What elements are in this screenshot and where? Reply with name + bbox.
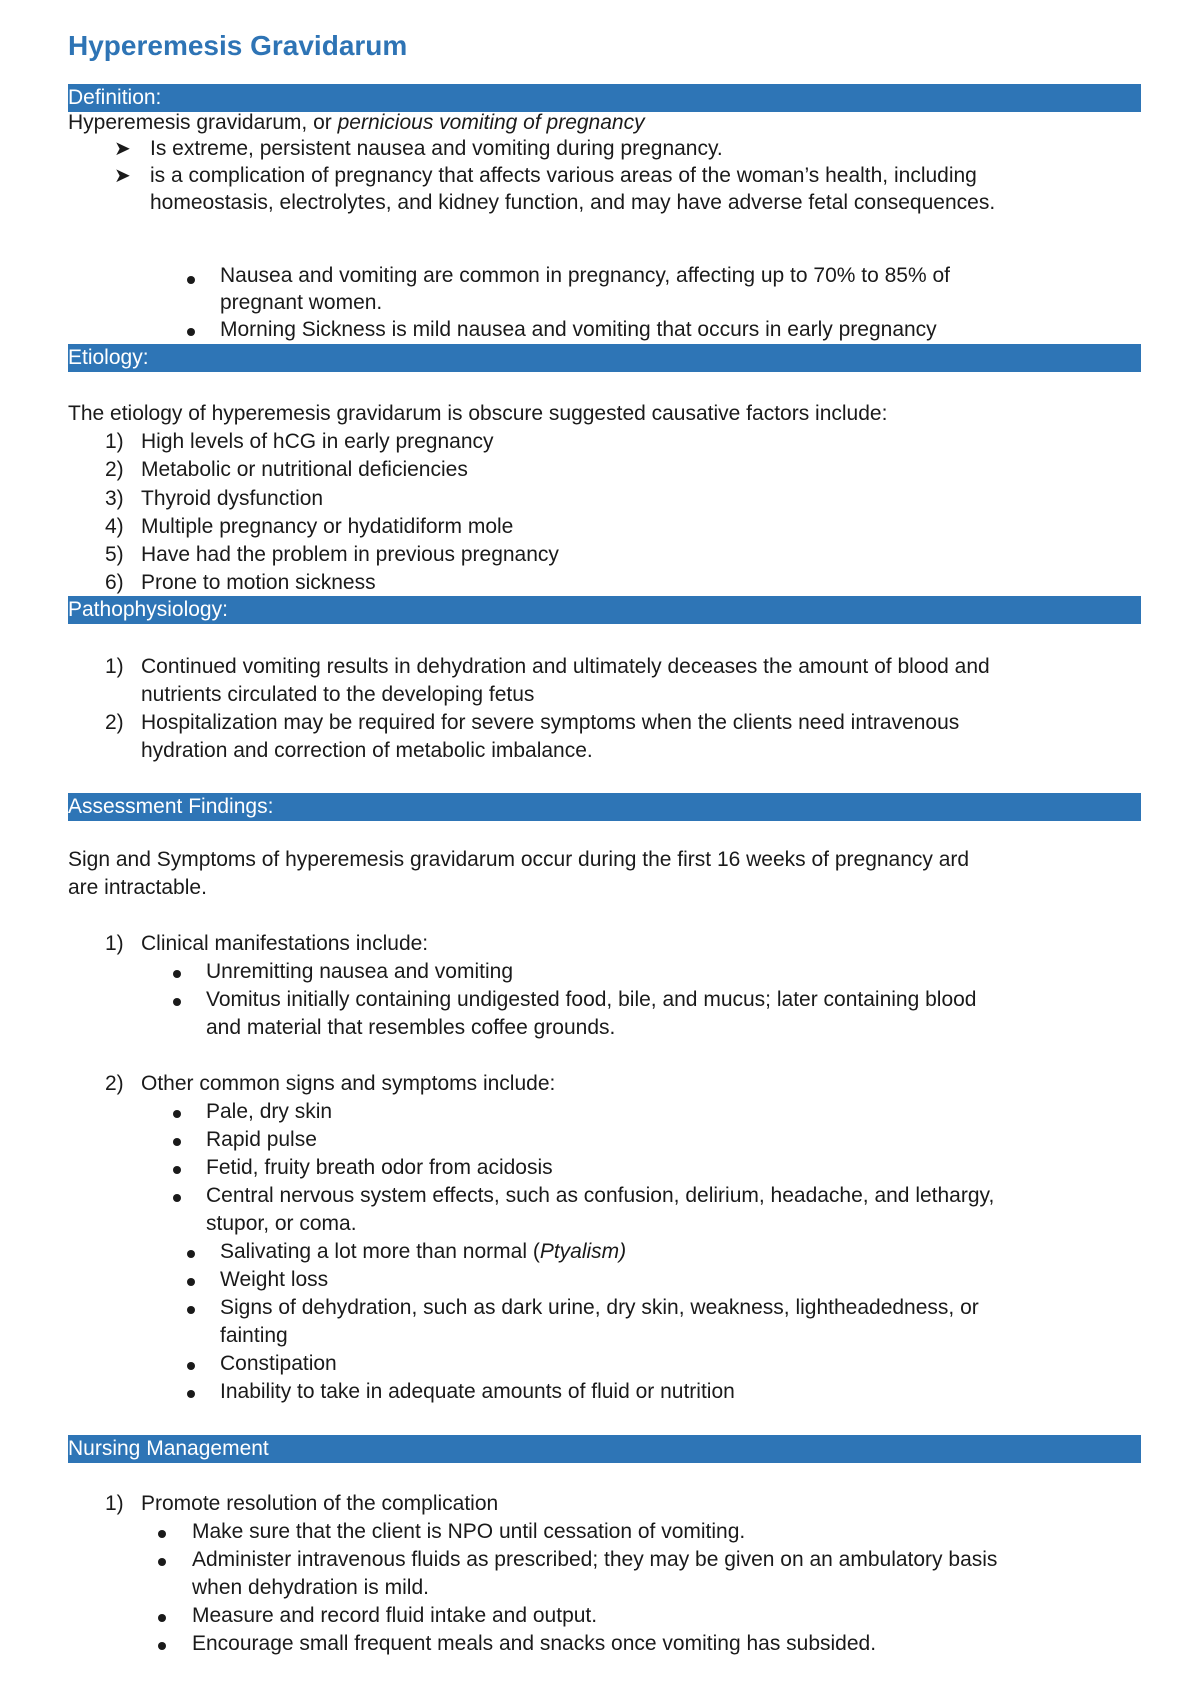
assessment-bullet: Fetid, fruity breath odor from acidosis bbox=[206, 1156, 553, 1179]
section-heading-etiology: Etiology: bbox=[68, 344, 1141, 372]
definition-bullet: Nausea and vomiting are common in pregnancy, affecting up to 70% to 85% of bbox=[220, 264, 950, 287]
bullet-icon bbox=[158, 1558, 166, 1566]
etiology-item: Multiple pregnancy or hydatidiform mole bbox=[141, 515, 514, 538]
etiology-intro: The etiology of hyperemesis gravidarum is obscure suggested causative factors include: bbox=[68, 402, 888, 425]
bullet-icon bbox=[158, 1530, 166, 1538]
bullet-icon bbox=[187, 1390, 195, 1398]
nursing-bullet: Measure and record fluid intake and output. bbox=[192, 1604, 598, 1627]
definition-arrow-item: Is extreme, persistent nausea and vomiting during pregnancy. bbox=[150, 137, 723, 160]
assessment-sub-bullet: Signs of dehydration, such as dark urine, dry skin, weakness, lightheadedness, or bbox=[220, 1296, 979, 1319]
assessment-sub-bullet: Inability to take in adequate amounts of fluid or nutrition bbox=[220, 1380, 735, 1403]
assessment-bullet: Rapid pulse bbox=[206, 1128, 317, 1151]
etiology-item: Have had the problem in previous pregnancy bbox=[141, 543, 559, 566]
arrow-bullet-icon: ➤ bbox=[114, 138, 131, 160]
etiology-item-number: 1) bbox=[105, 430, 124, 453]
section-heading-pathophysiology: Pathophysiology: bbox=[68, 596, 1141, 624]
patho-item-number: 1) bbox=[105, 655, 124, 678]
nursing-bullet: Make sure that the client is NPO until cessation of vomiting. bbox=[192, 1520, 746, 1543]
bullet-icon bbox=[158, 1642, 166, 1650]
bullet-icon bbox=[173, 1166, 181, 1174]
patho-item-cont: nutrients circulated to the developing fetus bbox=[141, 683, 535, 706]
bullet-icon bbox=[173, 1194, 181, 1202]
bullet-icon bbox=[173, 1110, 181, 1118]
assessment-group-label: Clinical manifestations include: bbox=[141, 932, 429, 955]
bullet-icon bbox=[187, 1250, 195, 1258]
etiology-item-number: 6) bbox=[105, 571, 124, 594]
definition-arrow-item-cont: homeostasis, electrolytes, and kidney function, and may have adverse fetal consequences. bbox=[150, 191, 996, 214]
etiology-item: Metabolic or nutritional deficiencies bbox=[141, 458, 468, 481]
definition-bullet-cont: pregnant women. bbox=[220, 291, 383, 314]
etiology-item-number: 4) bbox=[105, 515, 124, 538]
bullet-icon bbox=[187, 1362, 195, 1370]
definition-intro bbox=[68, 109, 645, 137]
assessment-group-label: Other common signs and symptoms include: bbox=[141, 1072, 556, 1095]
bullet-icon bbox=[173, 998, 181, 1006]
assessment-intro: Sign and Symptoms of hyperemesis gravidarum occur during the first 16 weeks of pregnancy ard bbox=[68, 848, 970, 871]
assessment-sub-bullet: Constipation bbox=[220, 1352, 337, 1375]
patho-item-number: 2) bbox=[105, 711, 124, 734]
assessment-sub-bullet-ptyalism bbox=[220, 1238, 626, 1266]
bullet-icon bbox=[187, 276, 195, 284]
etiology-item-number: 5) bbox=[105, 543, 124, 566]
assessment-sub-bullet-cont: fainting bbox=[220, 1324, 288, 1347]
assessment-bullet: Pale, dry skin bbox=[206, 1100, 333, 1123]
etiology-item: High levels of hCG in early pregnancy bbox=[141, 430, 494, 453]
nursing-bullet: Administer intravenous fluids as prescribed; they may be given on an ambulatory basis bbox=[192, 1548, 998, 1571]
assessment-bullet: Vomitus initially containing undigested food, bile, and mucus; later containing blood bbox=[206, 988, 977, 1011]
patho-item: Continued vomiting results in dehydration and ultimately deceases the amount of blood and bbox=[141, 655, 990, 678]
assessment-bullet-cont: stupor, or coma. bbox=[206, 1212, 357, 1235]
ptyalism-plain: Salivating a lot more than normal ( bbox=[220, 1240, 540, 1263]
document-title: Hyperemesis Gravidarum bbox=[68, 30, 408, 61]
assessment-group-number: 2) bbox=[105, 1072, 124, 1095]
assessment-bullet-cont: and material that resembles coffee grounds. bbox=[206, 1016, 616, 1039]
section-heading-nursing: Nursing Management bbox=[68, 1435, 1141, 1463]
definition-bullet: Morning Sickness is mild nausea and vomiting that occurs in early pregnancy bbox=[220, 318, 937, 341]
bullet-icon bbox=[187, 1278, 195, 1286]
section-heading-definition: Definition: bbox=[68, 84, 1141, 112]
assessment-group-number: 1) bbox=[105, 932, 124, 955]
patho-item: Hospitalization may be required for severe symptoms when the clients need intravenous bbox=[141, 711, 960, 734]
etiology-item: Thyroid dysfunction bbox=[141, 487, 324, 510]
bullet-icon bbox=[187, 1306, 195, 1314]
patho-item-cont: hydration and correction of metabolic imbalance. bbox=[141, 739, 593, 762]
assessment-bullet: Unremitting nausea and vomiting bbox=[206, 960, 514, 983]
etiology-item: Prone to motion sickness bbox=[141, 571, 376, 594]
assessment-intro-cont: are intractable. bbox=[68, 876, 207, 899]
definition-intro-italic: pernicious vomiting of pregnancy bbox=[337, 111, 645, 134]
nursing-bullet: Encourage small frequent meals and snacks once vomiting has subsided. bbox=[192, 1632, 877, 1655]
ptyalism-italic: Ptyalism) bbox=[539, 1240, 627, 1263]
arrow-bullet-icon: ➤ bbox=[114, 165, 131, 187]
assessment-sub-bullet: Weight loss bbox=[220, 1268, 329, 1291]
bullet-icon bbox=[173, 1138, 181, 1146]
section-heading-assessment: Assessment Findings: bbox=[68, 793, 1141, 821]
nursing-group-label: Promote resolution of the complication bbox=[141, 1492, 499, 1515]
etiology-item-number: 3) bbox=[105, 487, 124, 510]
bullet-icon bbox=[158, 1614, 166, 1622]
etiology-item-number: 2) bbox=[105, 458, 124, 481]
assessment-bullet: Central nervous system effects, such as confusion, delirium, headache, and lethargy, bbox=[206, 1184, 995, 1207]
nursing-group-number: 1) bbox=[105, 1492, 124, 1515]
nursing-bullet-cont: when dehydration is mild. bbox=[192, 1576, 429, 1599]
definition-arrow-item: is a complication of pregnancy that affects various areas of the woman’s health, including bbox=[150, 164, 977, 187]
bullet-icon bbox=[187, 328, 195, 336]
definition-intro-plain: Hyperemesis gravidarum, or bbox=[68, 111, 338, 134]
bullet-icon bbox=[173, 970, 181, 978]
